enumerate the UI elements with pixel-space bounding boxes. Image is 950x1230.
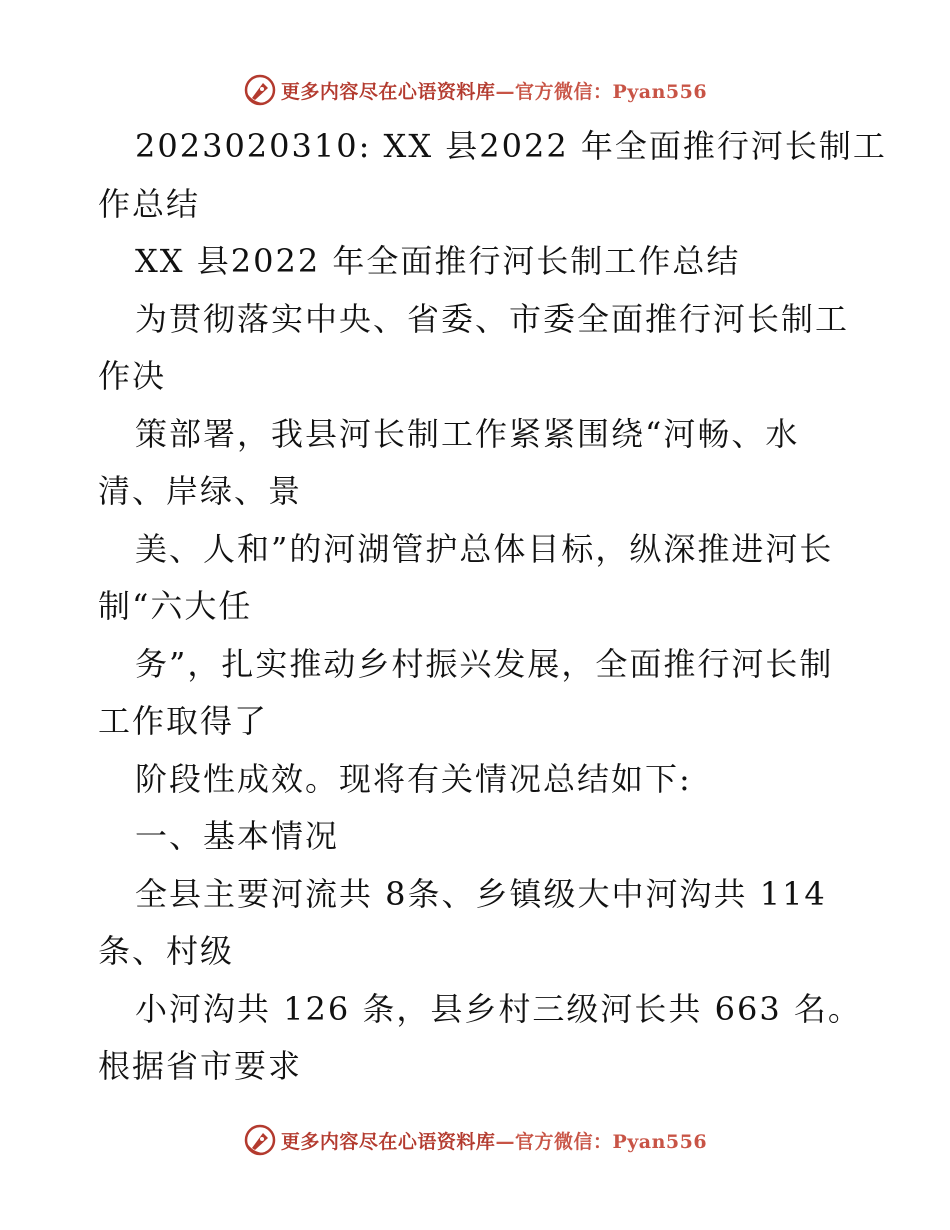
watermark-text: 更多内容尽在心语资料库 xyxy=(280,1130,496,1153)
doc-line: 制“六大任 xyxy=(98,587,253,625)
footer-watermark xyxy=(0,1120,950,1160)
watermark-wechat: —官方微信：Pyan556 xyxy=(495,80,708,103)
doc-line: 为贯彻落实中央、省委、市委全面推行河长制工 xyxy=(135,299,850,338)
doc-line: 全县主要河流共 8条、乡镇级大中河沟共 114 xyxy=(135,874,827,913)
doc-line: 务”，扎实推动乡村振兴发展，全面推行河长制 xyxy=(135,644,834,683)
doc-line: 小河沟共 126 条，县乡村三级河长共 663 名。 xyxy=(135,989,862,1028)
doc-line: 作总结 xyxy=(98,184,201,223)
section-heading: 一、基本情况 xyxy=(135,817,340,855)
doc-line: 工作取得了 xyxy=(98,702,269,740)
pen-nib-logo-icon xyxy=(243,73,277,107)
document-body xyxy=(98,118,887,1096)
watermark-text: 更多内容尽在心语资料库 xyxy=(280,80,496,103)
doc-line: 美、人和”的河湖管护总体目标，纵深推进河长 xyxy=(135,529,834,568)
pen-nib-logo-icon xyxy=(243,1123,277,1157)
doc-line: 根据省市要求 xyxy=(98,1047,303,1085)
doc-line: 条、村级 xyxy=(98,932,235,970)
doc-line: 策部署，我县河长制工作紧紧围绕“河畅、水 xyxy=(135,414,800,453)
doc-line: 2023020310: XX 县2022 年全面推行河长制工 xyxy=(135,127,887,165)
doc-line: 作决 xyxy=(98,357,167,395)
header-watermark xyxy=(0,70,950,110)
doc-title: XX 县2022 年全面推行河长制工作总结 xyxy=(135,242,741,280)
watermark-wechat: —官方微信：Pyan556 xyxy=(495,1130,708,1153)
doc-line: 清、岸绿、景 xyxy=(98,472,303,510)
doc-line: 阶段性成效。现将有关情况总结如下: xyxy=(135,759,692,798)
